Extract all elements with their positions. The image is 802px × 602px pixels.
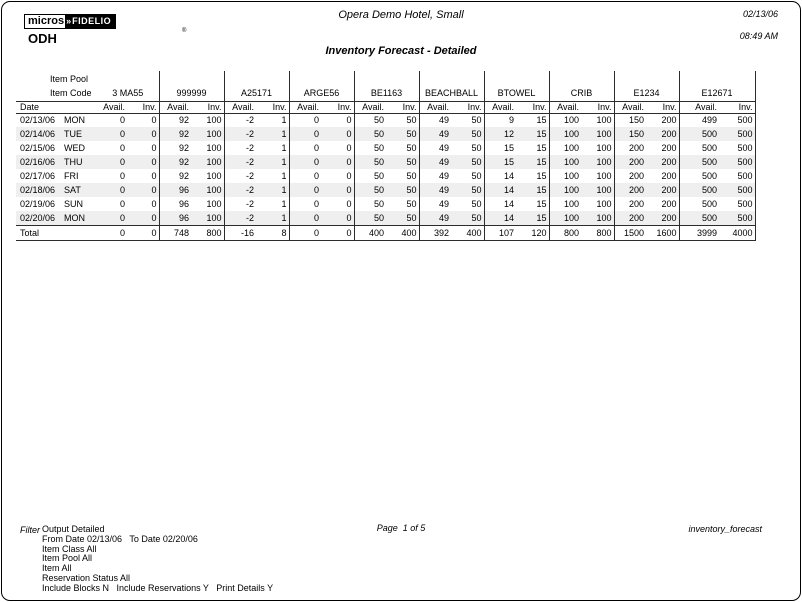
property-code: ODH bbox=[28, 31, 57, 46]
filter-line: Include Blocks N Include Reservations Y Print Details Y bbox=[42, 582, 274, 593]
inv-cell: 0 bbox=[325, 169, 354, 183]
inv-header: Inv. bbox=[260, 101, 289, 113]
avail-header: Avail. bbox=[289, 101, 325, 113]
avail-cell: 0 bbox=[289, 127, 325, 141]
data-row bbox=[16, 197, 755, 211]
avail-cell: 49 bbox=[438, 115, 449, 126]
inv-header: Inv. bbox=[650, 101, 679, 113]
avail-cell: 49 bbox=[419, 183, 455, 197]
avail-cell: 500 bbox=[701, 199, 717, 209]
avail-cell: 0 bbox=[97, 183, 131, 197]
avail-cell: 96 bbox=[159, 211, 195, 225]
inv-header: Inv. bbox=[325, 101, 354, 113]
inv-cell: 500 bbox=[723, 127, 755, 141]
inv-cell: 0 bbox=[131, 211, 159, 225]
inv-cell: 100 bbox=[195, 197, 224, 211]
inv-cell: 100 bbox=[585, 169, 614, 183]
item-pool-cell bbox=[289, 71, 354, 86]
inv-cell: 100 bbox=[585, 183, 614, 197]
avail-cell: 0 bbox=[97, 127, 131, 141]
avail-cell: 200 bbox=[628, 171, 644, 181]
inv-cell: 1 bbox=[260, 127, 289, 141]
day-cell: SAT bbox=[62, 183, 97, 197]
inv-cell: 0 bbox=[131, 169, 159, 183]
total-inv-cell: 800 bbox=[195, 225, 224, 240]
inv-cell: 500 bbox=[723, 141, 755, 155]
inv-cell: 100 bbox=[585, 127, 614, 141]
inv-cell: 100 bbox=[585, 155, 614, 169]
report-page bbox=[1, 1, 801, 601]
hotel-name: Opera Demo Hotel, Small bbox=[338, 9, 464, 21]
avail-header: Avail. bbox=[97, 101, 131, 113]
inv-cell: 50 bbox=[455, 127, 484, 141]
inv-cell: 1 bbox=[260, 211, 289, 225]
inv-cell: 0 bbox=[131, 127, 159, 141]
avail-cell: 500 bbox=[679, 183, 723, 197]
inv-cell: 50 bbox=[390, 141, 419, 155]
item-pool-cell bbox=[549, 71, 614, 86]
avail-cell: 200 bbox=[614, 211, 650, 225]
avail-cell: -2 bbox=[245, 199, 254, 209]
avail-cell: 500 bbox=[679, 211, 723, 225]
avail-cell: 0 bbox=[313, 143, 319, 153]
avail-cell: 100 bbox=[549, 183, 585, 197]
report-id: inventory_forecast bbox=[688, 524, 762, 534]
item-code: A25171 bbox=[224, 86, 289, 101]
avail-cell: 100 bbox=[563, 115, 579, 126]
inv-cell: 50 bbox=[455, 141, 484, 155]
inv-cell: 500 bbox=[723, 169, 755, 183]
avail-header: Avail. bbox=[354, 101, 390, 113]
inv-cell: 50 bbox=[455, 155, 484, 169]
avail-cell: 100 bbox=[549, 127, 585, 141]
item-code-row bbox=[16, 86, 755, 101]
avail-cell: 0 bbox=[97, 211, 131, 225]
inv-cell: 0 bbox=[325, 141, 354, 155]
total-avail-cell: 0 bbox=[289, 225, 325, 240]
avail-cell: -2 bbox=[245, 171, 254, 181]
total-row bbox=[16, 225, 755, 240]
date-cell: 02/15/06 bbox=[20, 143, 56, 153]
data-row bbox=[16, 155, 755, 169]
inv-header: Inv. bbox=[520, 101, 549, 113]
day-header bbox=[62, 101, 97, 113]
total-avail-cell: 392 bbox=[419, 225, 455, 240]
inv-cell: 0 bbox=[131, 155, 159, 169]
inv-cell: 0 bbox=[325, 155, 354, 169]
inv-cell: 100 bbox=[195, 127, 224, 141]
day-cell: WED bbox=[64, 143, 85, 153]
forecast-table bbox=[16, 71, 756, 241]
avail-cell: 92 bbox=[178, 171, 189, 181]
inv-cell: 100 bbox=[195, 169, 224, 183]
item-pool-cell bbox=[354, 71, 419, 86]
item-code: BEACHBALL bbox=[419, 86, 484, 101]
avail-cell: 92 bbox=[178, 115, 189, 126]
day-cell: THU bbox=[62, 155, 97, 169]
inv-cell: 50 bbox=[390, 211, 419, 225]
inv-cell: 50 bbox=[455, 113, 484, 127]
avail-cell: 500 bbox=[679, 127, 723, 141]
day-cell: SUN bbox=[64, 199, 84, 209]
filter-line: Item All bbox=[42, 563, 72, 574]
avail-cell: -2 bbox=[224, 127, 260, 141]
inv-cell: 0 bbox=[131, 183, 159, 197]
avail-cell: 200 bbox=[614, 183, 650, 197]
avail-cell: 500 bbox=[701, 143, 717, 153]
avail-cell: 0 bbox=[119, 115, 125, 126]
inv-cell: 0 bbox=[325, 211, 354, 225]
total-avail-cell: 1500 bbox=[614, 225, 650, 240]
item-pool-label: Item Pool bbox=[50, 73, 89, 84]
date-cell: 02/17/06 bbox=[20, 171, 56, 181]
inv-cell: 1 bbox=[260, 113, 289, 127]
avail-cell: 12 bbox=[484, 127, 520, 141]
avail-cell: 14 bbox=[503, 171, 514, 181]
avail-cell: 49 bbox=[419, 127, 455, 141]
inv-cell: 50 bbox=[390, 155, 419, 169]
day-cell: MON bbox=[62, 211, 97, 225]
inv-cell: 0 bbox=[131, 113, 159, 127]
date-cell: 02/14/06 bbox=[16, 127, 62, 141]
inv-cell: 1 bbox=[260, 169, 289, 183]
total-avail-cell: 400 bbox=[354, 225, 390, 240]
avail-cell: 0 bbox=[313, 115, 319, 126]
inv-cell: 100 bbox=[195, 113, 224, 127]
avail-cell: 49 bbox=[419, 211, 455, 225]
total-inv-cell: 8 bbox=[260, 225, 289, 240]
filter-line: Item Pool All bbox=[42, 553, 93, 564]
page-number: Page 1 of 5 bbox=[376, 523, 426, 533]
inv-cell: 200 bbox=[650, 155, 679, 169]
total-inv-cell: 800 bbox=[585, 225, 614, 240]
avail-cell: 200 bbox=[614, 155, 650, 169]
inv-cell: 200 bbox=[650, 141, 679, 155]
inv-cell: 100 bbox=[585, 211, 614, 225]
avail-cell: -2 bbox=[245, 143, 254, 153]
filter-line: From Date 02/13/06 To Date 02/20/06 bbox=[42, 533, 198, 544]
avail-cell: 100 bbox=[563, 171, 579, 181]
total-inv-cell: 120 bbox=[520, 225, 549, 240]
day-cell: TUE bbox=[62, 127, 97, 141]
avail-header: Avail. bbox=[224, 101, 260, 113]
inv-cell: 0 bbox=[325, 197, 354, 211]
inv-cell: 200 bbox=[650, 183, 679, 197]
avail-cell: 9 bbox=[508, 115, 514, 126]
inv-cell: 15 bbox=[520, 113, 549, 127]
avail-cell: 0 bbox=[289, 155, 325, 169]
avail-cell: 100 bbox=[563, 143, 579, 153]
inv-cell: 500 bbox=[723, 155, 755, 169]
avail-cell: 0 bbox=[313, 199, 319, 209]
inv-cell: 0 bbox=[325, 183, 354, 197]
avail-header: Avail. bbox=[484, 101, 520, 113]
date-cell: 02/20/06 bbox=[16, 211, 62, 225]
avail-cell: 14 bbox=[484, 211, 520, 225]
avail-cell: 14 bbox=[503, 199, 514, 209]
avail-cell: 0 bbox=[119, 199, 125, 209]
inv-cell: 100 bbox=[585, 141, 614, 155]
inv-header: Inv. bbox=[195, 101, 224, 113]
inv-cell: 50 bbox=[455, 197, 484, 211]
avail-cell: 500 bbox=[701, 171, 717, 181]
item-pool-row bbox=[16, 71, 755, 86]
total-avail-cell: -16 bbox=[224, 225, 260, 240]
total-avail-cell: 0 bbox=[97, 225, 131, 240]
date-cell: 02/16/06 bbox=[16, 155, 62, 169]
avail-cell: -2 bbox=[224, 183, 260, 197]
date-header: Date bbox=[16, 101, 62, 113]
avail-cell: 14 bbox=[484, 183, 520, 197]
inv-header: Inv. bbox=[723, 101, 755, 113]
item-code: 999999 bbox=[159, 86, 224, 101]
item-pool-cell bbox=[97, 71, 159, 86]
inv-cell: 0 bbox=[131, 141, 159, 155]
total-avail-cell: 3999 bbox=[679, 225, 723, 240]
avail-cell: 50 bbox=[354, 155, 390, 169]
date-cell: 02/13/06 bbox=[20, 115, 56, 126]
avail-cell: 50 bbox=[373, 143, 384, 153]
inv-cell: 200 bbox=[650, 169, 679, 183]
run-date: 02/13/06 bbox=[742, 9, 778, 19]
logo-chevron-icon: » bbox=[66, 16, 72, 26]
item-pool-cell bbox=[614, 71, 679, 86]
avail-header: Avail. bbox=[549, 101, 585, 113]
avail-header: Avail. bbox=[159, 101, 195, 113]
avail-cell: 50 bbox=[373, 115, 384, 126]
inv-cell: 500 bbox=[723, 197, 755, 211]
avail-cell: 0 bbox=[289, 211, 325, 225]
avail-cell: 0 bbox=[289, 183, 325, 197]
avail-cell: -2 bbox=[224, 211, 260, 225]
avail-cell: 50 bbox=[373, 199, 384, 209]
filter-label: Filter bbox=[20, 525, 40, 535]
avail-cell: -2 bbox=[245, 115, 254, 126]
avail-cell: -2 bbox=[224, 155, 260, 169]
run-time: 08:49 AM bbox=[739, 31, 778, 41]
avail-cell: 50 bbox=[354, 211, 390, 225]
inv-cell: 50 bbox=[455, 183, 484, 197]
inv-cell: 50 bbox=[455, 211, 484, 225]
avail-cell: 150 bbox=[628, 115, 644, 126]
avail-cell: 15 bbox=[503, 143, 514, 153]
inv-cell: 50 bbox=[390, 197, 419, 211]
filter-line: Reservation Status All bbox=[42, 572, 131, 583]
inv-cell: 15 bbox=[520, 169, 549, 183]
inv-cell: 200 bbox=[650, 197, 679, 211]
avail-cell: 200 bbox=[628, 199, 644, 209]
item-code: 3 MA55 bbox=[97, 86, 159, 101]
item-pool-cell bbox=[484, 71, 549, 86]
inv-cell: 1 bbox=[260, 141, 289, 155]
inv-header: Inv. bbox=[455, 101, 484, 113]
data-row bbox=[16, 113, 755, 127]
inv-cell: 0 bbox=[325, 127, 354, 141]
filter-lines bbox=[42, 525, 273, 594]
avail-cell: 0 bbox=[313, 171, 319, 181]
inv-cell: 1 bbox=[260, 155, 289, 169]
inv-cell: 1 bbox=[260, 197, 289, 211]
inv-cell: 100 bbox=[585, 197, 614, 211]
inv-cell: 50 bbox=[390, 113, 419, 127]
data-row bbox=[16, 183, 755, 197]
filter-line: Output Detailed bbox=[42, 524, 105, 534]
date-cell: 02/19/06 bbox=[20, 199, 56, 209]
avail-header: Avail. bbox=[419, 101, 455, 113]
column-header-row bbox=[16, 101, 755, 113]
avail-cell: 100 bbox=[549, 155, 585, 169]
inv-cell: 100 bbox=[195, 155, 224, 169]
avail-cell: 92 bbox=[159, 127, 195, 141]
inv-cell: 15 bbox=[520, 183, 549, 197]
item-pool-cell bbox=[224, 71, 289, 86]
data-row bbox=[16, 169, 755, 183]
total-inv-cell: 4000 bbox=[723, 225, 755, 240]
inv-cell: 15 bbox=[520, 127, 549, 141]
total-inv-cell: 400 bbox=[390, 225, 419, 240]
item-code-label: Item Code bbox=[16, 86, 97, 101]
report-title: Inventory Forecast - Detailed bbox=[325, 45, 477, 57]
inv-header: Inv. bbox=[585, 101, 614, 113]
avail-cell: 96 bbox=[159, 183, 195, 197]
avail-cell: 49 bbox=[438, 143, 449, 153]
avail-cell: 49 bbox=[419, 155, 455, 169]
avail-cell: 50 bbox=[354, 183, 390, 197]
inv-cell: 500 bbox=[723, 211, 755, 225]
item-pool-cell bbox=[159, 71, 224, 86]
avail-cell: 92 bbox=[159, 155, 195, 169]
item-code: E12671 bbox=[679, 86, 755, 101]
avail-cell: 0 bbox=[97, 155, 131, 169]
inv-cell: 0 bbox=[325, 113, 354, 127]
inv-cell: 15 bbox=[520, 211, 549, 225]
inv-cell: 100 bbox=[195, 183, 224, 197]
avail-cell: 0 bbox=[119, 171, 125, 181]
inv-header: Inv. bbox=[131, 101, 159, 113]
inv-cell: 1 bbox=[260, 183, 289, 197]
data-row bbox=[16, 127, 755, 141]
inv-cell: 0 bbox=[131, 197, 159, 211]
total-inv-cell: 0 bbox=[131, 225, 159, 240]
avail-cell: 15 bbox=[484, 155, 520, 169]
inv-cell: 15 bbox=[520, 141, 549, 155]
total-avail-cell: 748 bbox=[159, 225, 195, 240]
avail-cell: 200 bbox=[628, 143, 644, 153]
total-inv-cell: 1600 bbox=[650, 225, 679, 240]
avail-cell: 92 bbox=[178, 143, 189, 153]
date-cell: 02/18/06 bbox=[16, 183, 62, 197]
logo-micros-text: micros bbox=[25, 15, 65, 28]
inv-cell: 200 bbox=[650, 113, 679, 127]
avail-header: Avail. bbox=[679, 101, 723, 113]
avail-cell: 100 bbox=[549, 211, 585, 225]
total-avail-cell: 800 bbox=[549, 225, 585, 240]
inv-cell: 15 bbox=[520, 155, 549, 169]
inv-cell: 100 bbox=[195, 211, 224, 225]
item-code: BE1163 bbox=[354, 86, 419, 101]
item-code: ARGE56 bbox=[289, 86, 354, 101]
inv-cell: 50 bbox=[390, 169, 419, 183]
day-cell: FRI bbox=[64, 171, 79, 181]
total-label: Total bbox=[16, 225, 97, 240]
item-code: BTOWEL bbox=[484, 86, 549, 101]
avail-cell: 0 bbox=[119, 143, 125, 153]
inv-cell: 200 bbox=[650, 211, 679, 225]
inv-cell: 50 bbox=[455, 169, 484, 183]
avail-header: Avail. bbox=[614, 101, 650, 113]
avail-cell: 150 bbox=[614, 127, 650, 141]
total-inv-cell: 0 bbox=[325, 225, 354, 240]
avail-cell: 96 bbox=[178, 199, 189, 209]
filter-line: Item Class All bbox=[42, 543, 97, 554]
inv-cell: 50 bbox=[390, 127, 419, 141]
inv-header: Inv. bbox=[390, 101, 419, 113]
inv-cell: 15 bbox=[520, 197, 549, 211]
item-code: CRIB bbox=[549, 86, 614, 101]
avail-cell: 50 bbox=[373, 171, 384, 181]
item-pool-cell bbox=[419, 71, 484, 86]
avail-cell: 499 bbox=[701, 115, 717, 126]
registered-trademark-icon: ® bbox=[182, 28, 187, 34]
avail-cell: 49 bbox=[438, 199, 449, 209]
data-row bbox=[16, 141, 755, 155]
avail-cell: 500 bbox=[679, 155, 723, 169]
inv-cell: 500 bbox=[723, 113, 755, 127]
item-code: E1234 bbox=[614, 86, 679, 101]
total-inv-cell: 400 bbox=[455, 225, 484, 240]
avail-cell: 50 bbox=[354, 127, 390, 141]
total-avail-cell: 107 bbox=[484, 225, 520, 240]
item-pool-cell bbox=[679, 71, 755, 86]
data-row bbox=[16, 211, 755, 225]
inv-cell: 100 bbox=[195, 141, 224, 155]
logo-fidelio-text: FIDELIO bbox=[71, 15, 115, 28]
inv-cell: 500 bbox=[723, 183, 755, 197]
day-cell: MON bbox=[64, 115, 85, 126]
avail-cell: 100 bbox=[563, 199, 579, 209]
inv-cell: 200 bbox=[650, 127, 679, 141]
inv-cell: 100 bbox=[585, 113, 614, 127]
inv-cell: 50 bbox=[390, 183, 419, 197]
avail-cell: 49 bbox=[438, 171, 449, 181]
